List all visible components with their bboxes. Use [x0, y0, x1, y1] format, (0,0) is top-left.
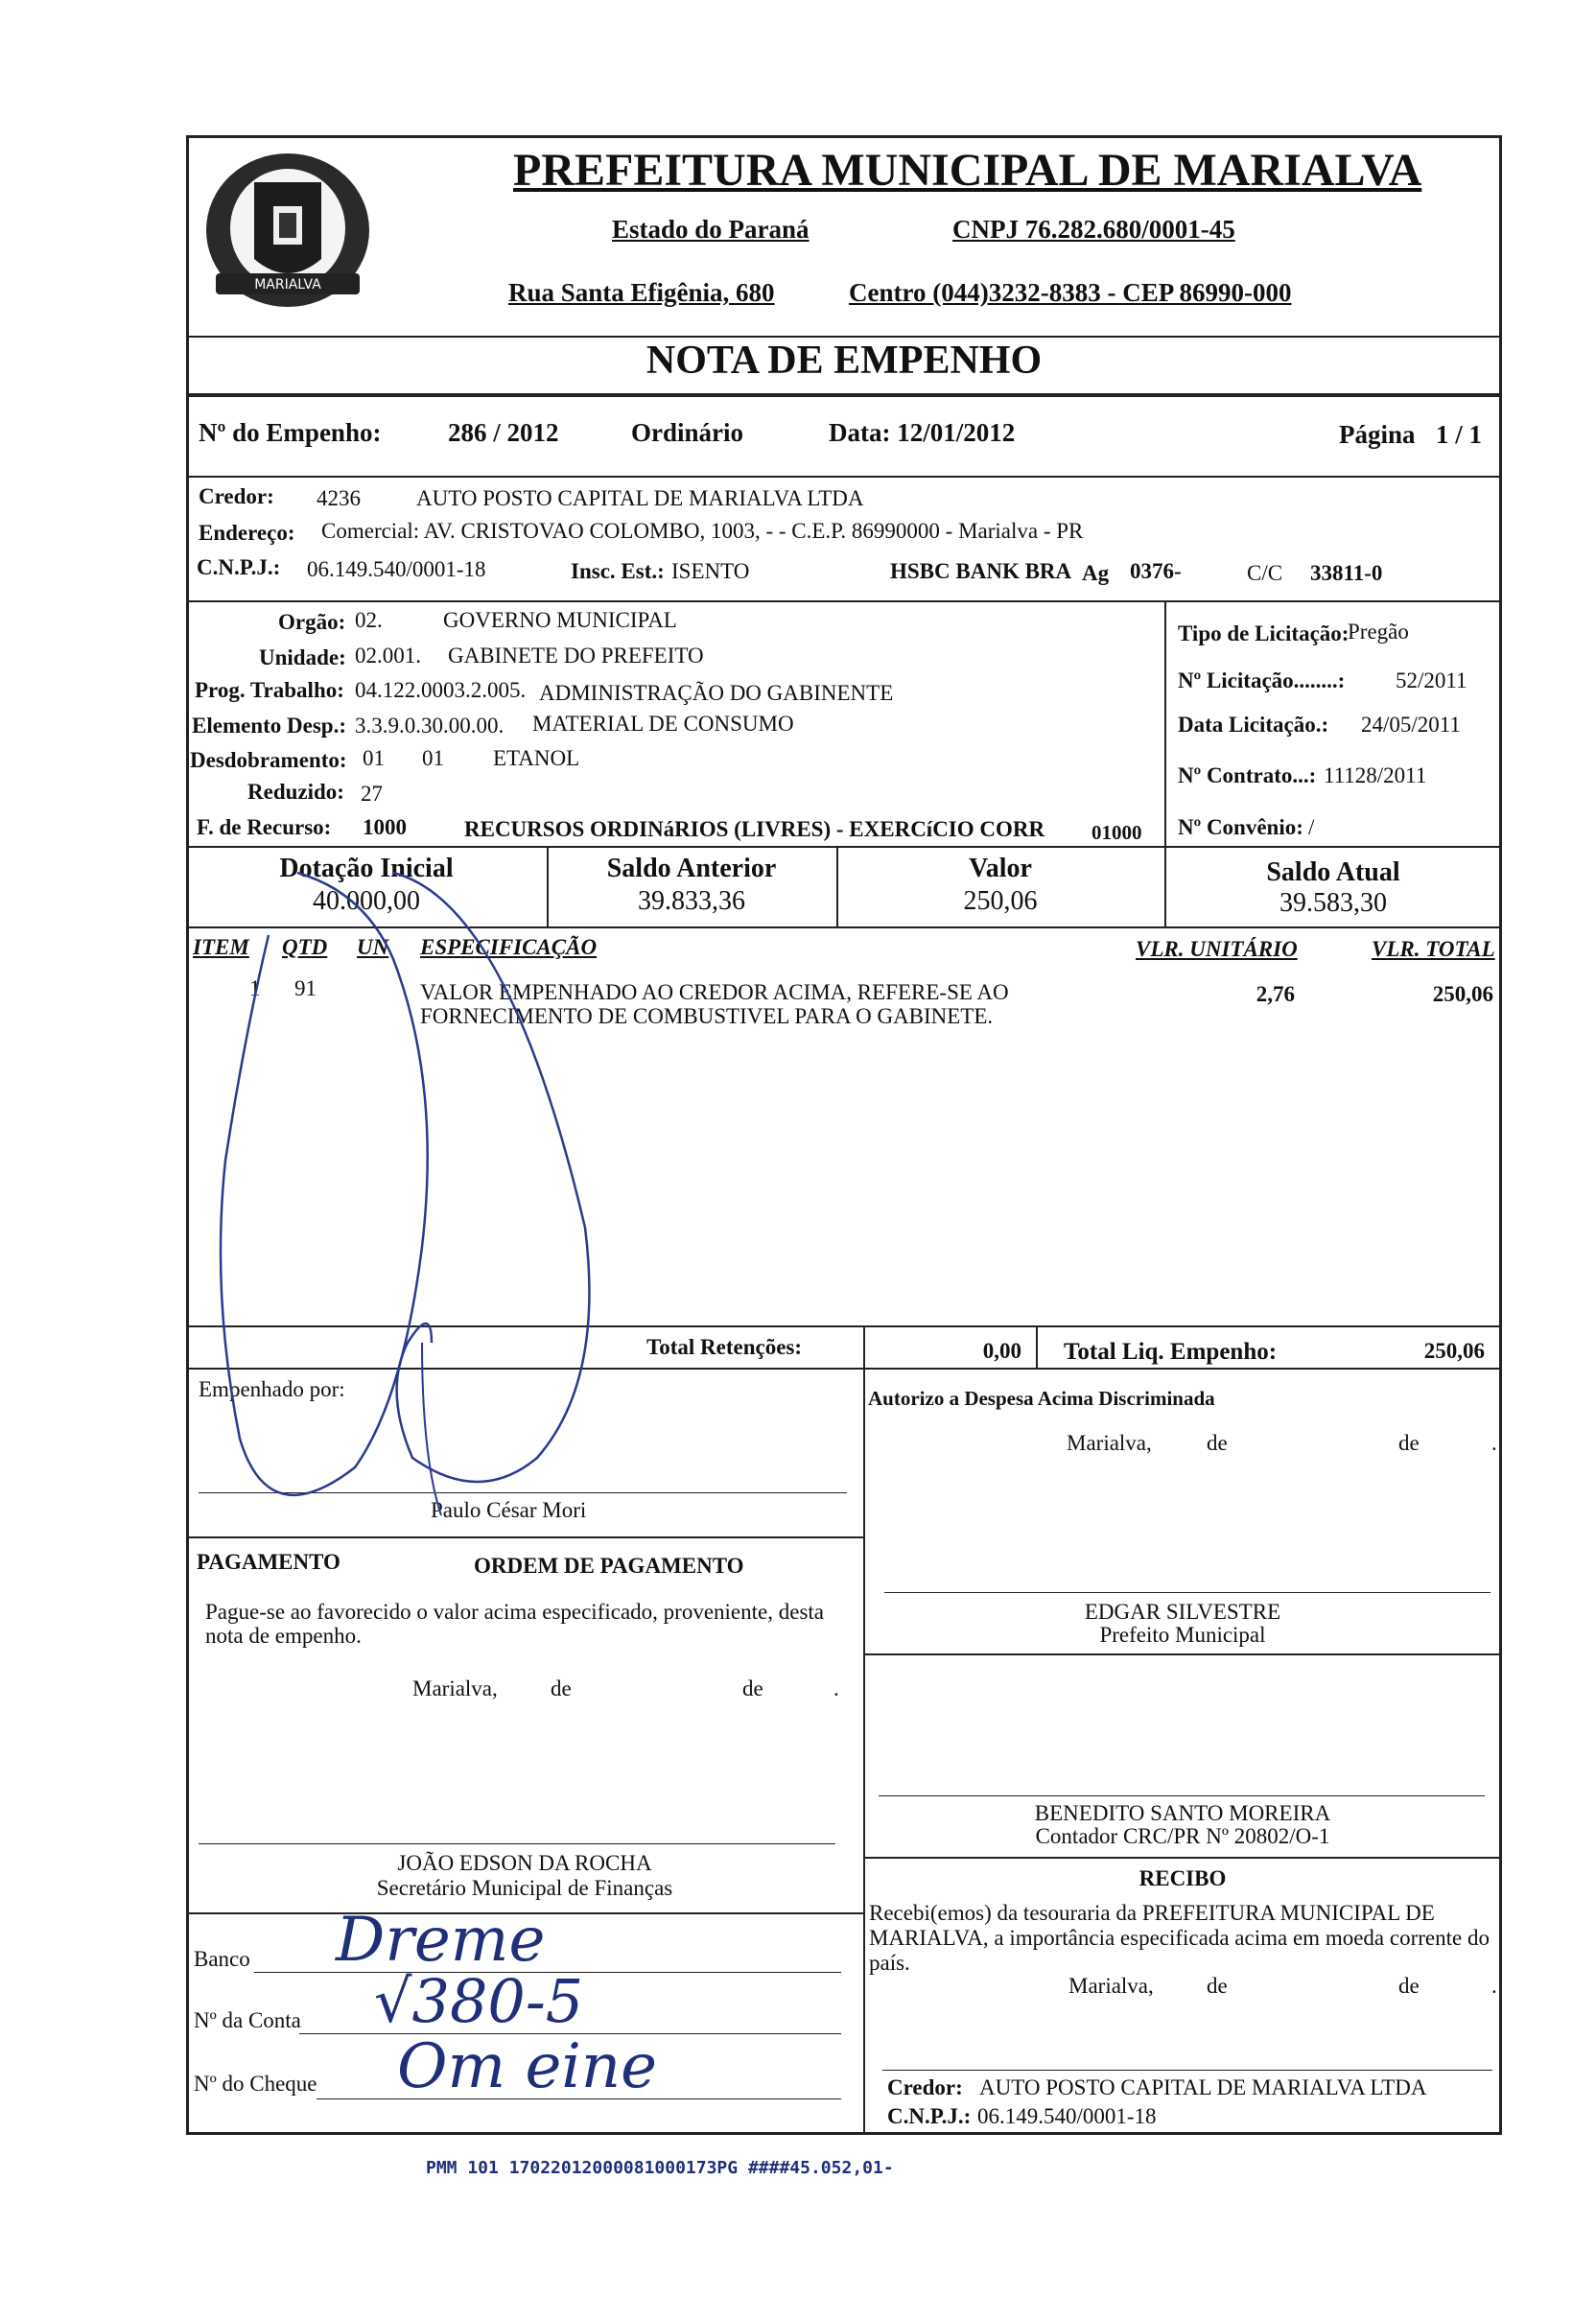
footer-cnpj: 06.149.540/0001-18: [977, 2104, 1157, 2128]
conta-handwritten: √380-5: [374, 1966, 584, 2036]
secretario-role: Secretário Municipal de Finanças: [376, 1876, 673, 1900]
conta-label: Nº da Conta: [194, 2008, 301, 2032]
barcode-text: PMM 101 17022012000081000173PG ####45.052,01-: [426, 2158, 894, 2178]
reduzido-label: Reduzido:: [247, 780, 344, 804]
pagamento-text-1: Pague-se ao favorecido o valor acima especificado, proveniente, desta: [205, 1600, 824, 1624]
signature-scribble: [201, 844, 623, 1535]
empenho-date: Data: 12/01/2012: [829, 418, 1016, 447]
elem-label: Elemento Desp.:: [192, 714, 346, 738]
recibo-de2: de: [1398, 1974, 1420, 1998]
empenho-type: Ordinário: [631, 418, 744, 447]
pagamento-de1: de: [551, 1676, 572, 1700]
saldo-anterior-value: 39.833,36: [638, 886, 745, 916]
recibo-de1: de: [1207, 1974, 1228, 1998]
desd-label: Desdobramento:: [190, 748, 347, 772]
col-item: ITEM: [193, 935, 249, 959]
liq-empenho-value: 250,06: [1423, 1339, 1485, 1363]
licitacao-tipo: Pregão: [1348, 620, 1409, 644]
cc-label: C/C: [1247, 561, 1283, 585]
pagamento-text-2: nota de empenho.: [205, 1624, 362, 1648]
saldo-atual-label: Saldo Atual: [1266, 857, 1400, 887]
state-label: Estado do Paraná: [612, 215, 810, 244]
retencoes-label: Total Retenções:: [646, 1335, 803, 1359]
prefeito-role: Prefeito Municipal: [1099, 1623, 1266, 1647]
dotacao-value: 40.000,00: [313, 886, 420, 916]
convenio-label: Nº Convênio:: [1178, 815, 1303, 839]
municipal-seal: [197, 144, 379, 321]
footer-credor-name: AUTO POSTO CAPITAL DE MARIALVA LTDA: [979, 2075, 1427, 2099]
cheque-handwritten: Om eine: [397, 2031, 657, 2102]
col-un: UN: [357, 935, 389, 959]
recibo-line3: país.: [869, 1951, 910, 1975]
ag-label: Ag: [1082, 561, 1110, 585]
item-spec-1: VALOR EMPENHADO AO CREDOR ACIMA, REFERE-SE AO: [420, 980, 1009, 1004]
licitacao-data: 24/05/2011: [1361, 713, 1461, 737]
autorizo-place: Marialva,: [1067, 1431, 1152, 1455]
autorizo-de2: de: [1398, 1431, 1420, 1455]
empenho-number: 286 / 2012: [448, 418, 559, 447]
recibo-place: Marialva,: [1068, 1974, 1154, 1998]
licitacao-num: 52/2011: [1396, 668, 1467, 692]
pagamento-label: PAGAMENTO: [197, 1550, 340, 1574]
secretario-name: JOÃO EDSON DA ROCHA: [397, 1851, 652, 1875]
liq-empenho-label: Total Liq. Empenho:: [1064, 1339, 1278, 1365]
elem-name: MATERIAL DE CONSUMO: [532, 712, 794, 736]
orgao-name: GOVERNO MUNICIPAL: [443, 608, 677, 632]
recurso-num: 01000: [1091, 821, 1142, 844]
saldo-atual-value: 39.583,30: [1279, 888, 1387, 918]
col-unit: VLR. UNITÁRIO: [1136, 937, 1298, 961]
recibo-dot: .: [1491, 1974, 1497, 1998]
convenio-value: /: [1308, 815, 1315, 839]
pagamento-place: Marialva,: [412, 1676, 498, 1700]
valor-label: Valor: [969, 854, 1032, 883]
col-spec: ESPECIFICAÇÃO: [420, 935, 598, 959]
cnpj-label: CNPJ 76.282.680/0001-45: [952, 215, 1235, 244]
cheque-label: Nº do Cheque: [194, 2072, 317, 2096]
prog-code: 04.122.0003.2.005.: [355, 678, 527, 702]
page-label: Página: [1339, 420, 1416, 449]
doc-title: NOTA DE EMPENHO: [645, 339, 1043, 383]
dotacao-label: Dotação Inicial: [279, 854, 454, 883]
recurso-label: F. de Recurso:: [197, 815, 332, 839]
footer-credor-label: Credor:: [887, 2075, 963, 2099]
empenhado-label: Empenhado por:: [199, 1377, 345, 1401]
unidade-label: Unidade:: [259, 645, 346, 669]
address-rest: Centro (044)3232-8383 - CEP 86990-000: [849, 278, 1292, 307]
credor-name: AUTO POSTO CAPITAL DE MARIALVA LTDA: [416, 486, 864, 510]
ag-value: 0376-: [1130, 559, 1182, 583]
document-header-title: PREFEITURA MUNICIPAL DE MARIALVA: [513, 145, 1422, 196]
col-total: VLR. TOTAL: [1372, 937, 1495, 961]
credor-cnpj: 06.149.540/0001-18: [307, 557, 486, 581]
orgao-code: 02.: [355, 608, 383, 632]
banco-label: Banco: [194, 1947, 250, 1971]
empenho-label: Nº do Empenho:: [199, 418, 382, 447]
address-label: Endereço:: [199, 521, 295, 545]
desd-a: 01: [363, 746, 385, 770]
pagamento-de2: de: [742, 1676, 763, 1700]
cc-value: 33811-0: [1310, 561, 1383, 585]
pagamento-dot: .: [833, 1676, 839, 1700]
unidade-code: 02.001.: [355, 644, 421, 668]
banco-handwritten: Dreme: [336, 1905, 546, 1976]
prog-name: ADMINISTRAÇÃO DO GABINENTE: [539, 681, 894, 705]
desd-b: 01: [422, 746, 444, 770]
col-qtd: QTD: [282, 935, 328, 959]
saldo-anterior-label: Saldo Anterior: [606, 854, 777, 883]
credor-cnpj-label: C.N.P.J.:: [197, 555, 281, 579]
svg-text:MARIALVA: MARIALVA: [254, 277, 321, 293]
item-number: 1: [249, 976, 261, 1000]
contrato-label: Nº Contrato...:: [1178, 763, 1317, 787]
credor-address: Comercial: AV. CRISTOVAO COLOMBO, 1003, - - C.E.P. 86990000 - Marialva - PR: [321, 519, 1084, 543]
item-spec-2: FORNECIMENTO DE COMBUSTIVEL PARA O GABINETE.: [420, 1004, 994, 1028]
page-value: 1 / 1: [1436, 420, 1483, 449]
item-total-value: 250,06: [1432, 982, 1493, 1006]
recibo-line1: Recebi(emos) da tesouraria da PREFEITURA MUNICIPAL DE: [869, 1901, 1435, 1925]
empenhado-name: Paulo César Mori: [431, 1498, 587, 1522]
prefeito-name: EDGAR SILVESTRE: [1084, 1600, 1281, 1624]
ordem-pagamento-label: ORDEM DE PAGAMENTO: [474, 1554, 744, 1578]
orgao-label: Orgão:: [278, 610, 346, 634]
item-unit-value: 2,76: [1256, 982, 1295, 1006]
recibo-line2: MARIALVA, a importância especificada acima em moeda corrente do: [869, 1926, 1490, 1950]
retencoes-value: 0,00: [982, 1339, 1021, 1363]
licitacao-tipo-label: Tipo de Licitação:: [1178, 621, 1350, 645]
licitacao-data-label: Data Licitação.:: [1178, 713, 1329, 737]
insc-label: Insc. Est.:: [571, 559, 665, 583]
autorizo-label: Autorizo a Despesa Acima Discriminada: [868, 1387, 1215, 1410]
elem-code: 3.3.9.0.30.00.00.: [355, 714, 505, 738]
unidade-name: GABINETE DO PREFEITO: [448, 644, 704, 668]
desd-name: ETANOL: [493, 746, 580, 770]
recurso-name: RECURSOS ORDINáRIOS (LIVRES) - EXERCíCIO CORR: [464, 817, 1045, 841]
valor-value: 250,06: [963, 886, 1038, 916]
autorizo-dot: .: [1491, 1431, 1497, 1455]
footer-cnpj-label: C.N.P.J.:: [887, 2104, 972, 2128]
reduzido-value: 27: [361, 782, 383, 806]
prog-label: Prog. Trabalho:: [195, 678, 344, 702]
contador-name: BENEDITO SANTO MOREIRA: [1034, 1801, 1331, 1825]
address-street: Rua Santa Efigênia, 680: [508, 278, 775, 307]
recurso-code: 1000: [363, 815, 407, 839]
credor-code: 4236: [317, 486, 361, 510]
item-qtd: 91: [294, 976, 317, 1000]
bank-name: HSBC BANK BRA: [890, 559, 1072, 583]
contrato-value: 11128/2011: [1324, 763, 1427, 787]
recibo-label: RECIBO: [1138, 1866, 1227, 1890]
contador-role: Contador CRC/PR Nº 20802/O-1: [1035, 1824, 1330, 1848]
licitacao-num-label: Nº Licitação........:: [1178, 668, 1346, 692]
credor-label: Credor:: [199, 484, 274, 508]
autorizo-de1: de: [1207, 1431, 1228, 1455]
insc-value: ISENTO: [671, 559, 750, 583]
